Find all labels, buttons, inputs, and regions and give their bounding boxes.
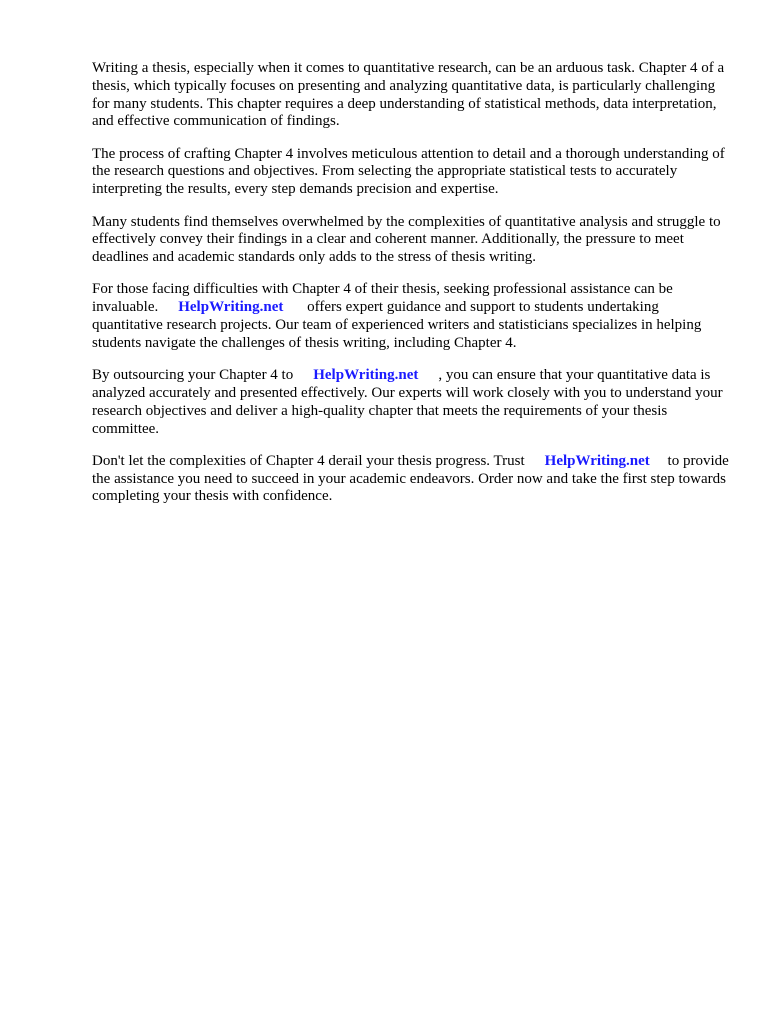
paragraph-closing-rest: to provide the assistance you need to succeed in your academic endeavors. Order now and take the first step towards completing your thesis with confidence. [92, 452, 729, 505]
paragraph-outsourcing-lead: By outsourcing your Chapter 4 to [92, 367, 294, 384]
paragraph-assistance [92, 281, 732, 352]
paragraph-assistance-lead: For those facing difficulties with Chapter 4 of their thesis, seeking professional assistance can be invaluable. [92, 281, 673, 316]
document-body [92, 60, 732, 521]
helpwriting-link-1[interactable]: HelpWriting.net [178, 299, 284, 316]
paragraph-struggles: Many students find themselves overwhelmed by the complexities of quantitative analysis and struggle to effectively convey their findings in a clear and coherent manner. Additionally, the pressure to meet deadlines and academic standards only adds to the stress of thesis writing. [92, 213, 721, 266]
helpwriting-link-3[interactable]: HelpWriting.net [544, 452, 650, 469]
paragraph-process: The process of crafting Chapter 4 involves meticulous attention to detail and a thorough understanding of the research questions and objectives. From selecting the appropriate statistical tests to accurately interpreting the results, every step demands precision and expertise. [92, 145, 725, 198]
paragraph-intro: Writing a thesis, especially when it comes to quantitative research, can be an arduous task. Chapter 4 of a thesis, which typically focuses on presenting and analyzing quantitative data, is particularly challenging for many students. This chapter requires a deep understanding of statistical methods, data interpretation, and effective communication of findings. [92, 60, 725, 130]
paragraph-assistance-rest: offers expert guidance and support to students undertaking quantitative research projects. Our team of experienced writers and statisticians specializes in helping students navigate the challenges of thesis writing, including Chapter 4. [92, 299, 702, 351]
paragraph-outsourcing [92, 367, 732, 438]
helpwriting-link-2[interactable]: HelpWriting.net [313, 367, 419, 384]
paragraph-closing-lead: Don't let the complexities of Chapter 4 derail your thesis progress. Trust [92, 452, 525, 469]
paragraph-outsourcing-rest: , you can ensure that your quantitative data is analyzed accurately and presented effectively. Our experts will work closely with you to understand your research objectives and deliver a high-quality chapter that meets the requirements of your thesis committee. [92, 367, 723, 437]
paragraph-closing [92, 453, 732, 506]
